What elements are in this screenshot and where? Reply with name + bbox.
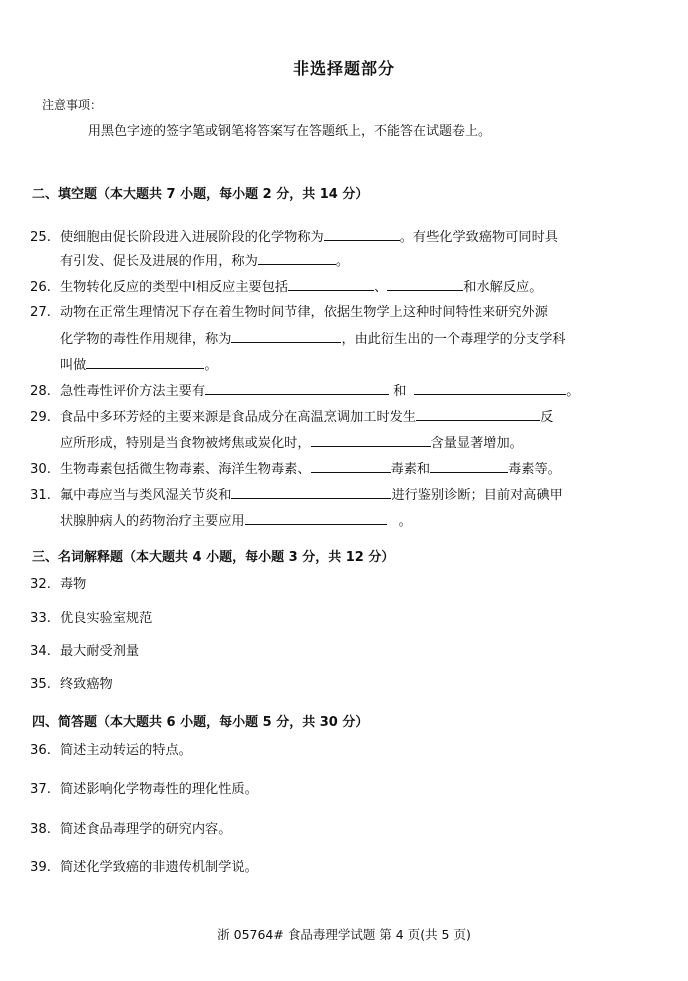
question-text: 生物转化反应的类型中Ⅰ相反应主要包括 <box>60 280 289 295</box>
section-heading-fill-in: 二、填空题（本大题共 7 小题，每小题 2 分，共 14 分） <box>32 187 369 202</box>
question-text: 最大耐受剂量 <box>60 644 140 659</box>
answer-blank <box>86 356 204 369</box>
answer-blank <box>311 460 391 473</box>
answer-blank <box>245 512 387 525</box>
question-27-line-2 <box>60 330 566 348</box>
question-text: 应所形成，特别是当食物被烤焦或炭化时， <box>60 436 311 451</box>
question-text: 化学物的毒性作用规律，称为 <box>60 332 232 347</box>
question-text: 毒物 <box>60 577 87 592</box>
notice-label: 注意事项： <box>42 98 103 112</box>
question-text: 含量显著增加。 <box>430 436 523 451</box>
question-text: 急性毒性评价方法主要有 <box>60 384 206 399</box>
question-37 <box>30 781 258 798</box>
question-text: 、 <box>374 280 388 295</box>
question-29 <box>30 408 553 426</box>
answer-blank <box>311 434 431 447</box>
question-number: 27. <box>30 305 51 320</box>
question-text: 。 <box>566 384 580 399</box>
question-27-line-3 <box>60 356 218 374</box>
question-number: 26. <box>30 280 51 295</box>
question-text: 动物在正常生理情况下存在着生物时间节律，依据生物学上这种时间特性来研究外源 <box>60 305 548 320</box>
question-32 <box>30 576 86 593</box>
question-26 <box>30 278 542 296</box>
question-33 <box>30 610 152 627</box>
question-text: 有引发、促长及进展的作用，称为 <box>60 254 258 269</box>
answer-blank <box>387 278 463 291</box>
question-text: 使细胞由促长阶段进入进展阶段的化学物称为 <box>60 230 324 245</box>
question-text: 和水解反应。 <box>463 280 543 295</box>
question-number: 29. <box>30 410 51 425</box>
question-text: 终致癌物 <box>60 677 113 692</box>
question-text: 优良实验室规范 <box>60 611 153 626</box>
page-footer: 浙 05764# 食品毒理学试题 第 4 页(共 5 页) <box>217 927 471 942</box>
question-text: 简述主动转运的特点。 <box>60 743 192 758</box>
question-text: 生物毒素包括微生物毒素、海洋生物毒素、 <box>60 462 311 477</box>
question-number: 28. <box>30 384 51 399</box>
section-heading-definitions: 三、名词解释题（本大题共 4 小题，每小题 3 分，共 12 分） <box>32 550 395 565</box>
answer-blank <box>231 486 391 499</box>
question-number: 39. <box>30 860 51 875</box>
question-text: 简述影响化学物毒性的理化性质。 <box>60 782 258 797</box>
question-number: 33. <box>30 611 51 626</box>
question-text: 和 <box>393 384 407 399</box>
question-text: 反 <box>540 410 554 425</box>
answer-blank <box>205 382 389 395</box>
question-text: 简述食品毒理学的研究内容。 <box>60 822 232 837</box>
answer-blank <box>288 278 374 291</box>
question-number: 31. <box>30 488 51 503</box>
answer-blank <box>324 228 400 241</box>
question-36 <box>30 742 192 759</box>
question-text: 氟中毒应当与类风湿关节炎和 <box>60 488 232 503</box>
question-34 <box>30 643 139 660</box>
question-text: 叫做 <box>60 358 87 373</box>
answer-blank <box>430 460 508 473</box>
question-text: 进行鉴别诊断；目前对高碘甲 <box>391 488 563 503</box>
question-27 <box>30 304 548 321</box>
question-29-line-2 <box>60 434 523 452</box>
question-text: 状腺肿病人的药物治疗主要应用 <box>60 514 245 529</box>
question-number: 38. <box>30 822 51 837</box>
question-number: 34. <box>30 644 51 659</box>
question-text: ，由此衍生出的一个毒理学的分支学科 <box>341 332 566 347</box>
question-text: 。有些化学致癌物可同时具 <box>399 230 558 245</box>
question-text: 简述化学致癌的非遗传机制学说。 <box>60 860 258 875</box>
question-38 <box>30 821 231 838</box>
question-text: 食品中多环芳烃的主要来源是食品成分在高温烹调加工时发生 <box>60 410 417 425</box>
question-number: 35. <box>30 677 51 692</box>
page-title: 非选择题部分 <box>292 59 395 78</box>
answer-blank <box>416 408 540 421</box>
answer-blank <box>414 382 566 395</box>
question-text: 。 <box>335 254 349 269</box>
question-text: 。 <box>204 358 218 373</box>
question-number: 37. <box>30 782 51 797</box>
question-35 <box>30 676 113 693</box>
section-heading-short-answer: 四、简答题（本大题共 6 小题，每小题 5 分，共 30 分） <box>32 715 369 730</box>
question-39 <box>30 859 258 876</box>
question-number: 25. <box>30 230 51 245</box>
question-text: 毒素和 <box>390 462 431 477</box>
question-25 <box>30 228 558 246</box>
question-text: 。 <box>398 514 412 529</box>
answer-blank <box>258 252 336 265</box>
question-25-line-2 <box>60 252 349 270</box>
question-30 <box>30 460 561 478</box>
question-number: 36. <box>30 743 51 758</box>
question-28 <box>30 382 579 400</box>
question-number: 30. <box>30 462 51 477</box>
question-31 <box>30 486 563 504</box>
question-number: 32. <box>30 577 51 592</box>
question-31-line-2 <box>60 512 412 530</box>
notice-text: 用黑色字迹的签字笔或钢笔将答案写在答题纸上，不能答在试题卷上。 <box>88 124 492 139</box>
question-text: 毒素等。 <box>508 462 561 477</box>
answer-blank <box>231 330 341 343</box>
